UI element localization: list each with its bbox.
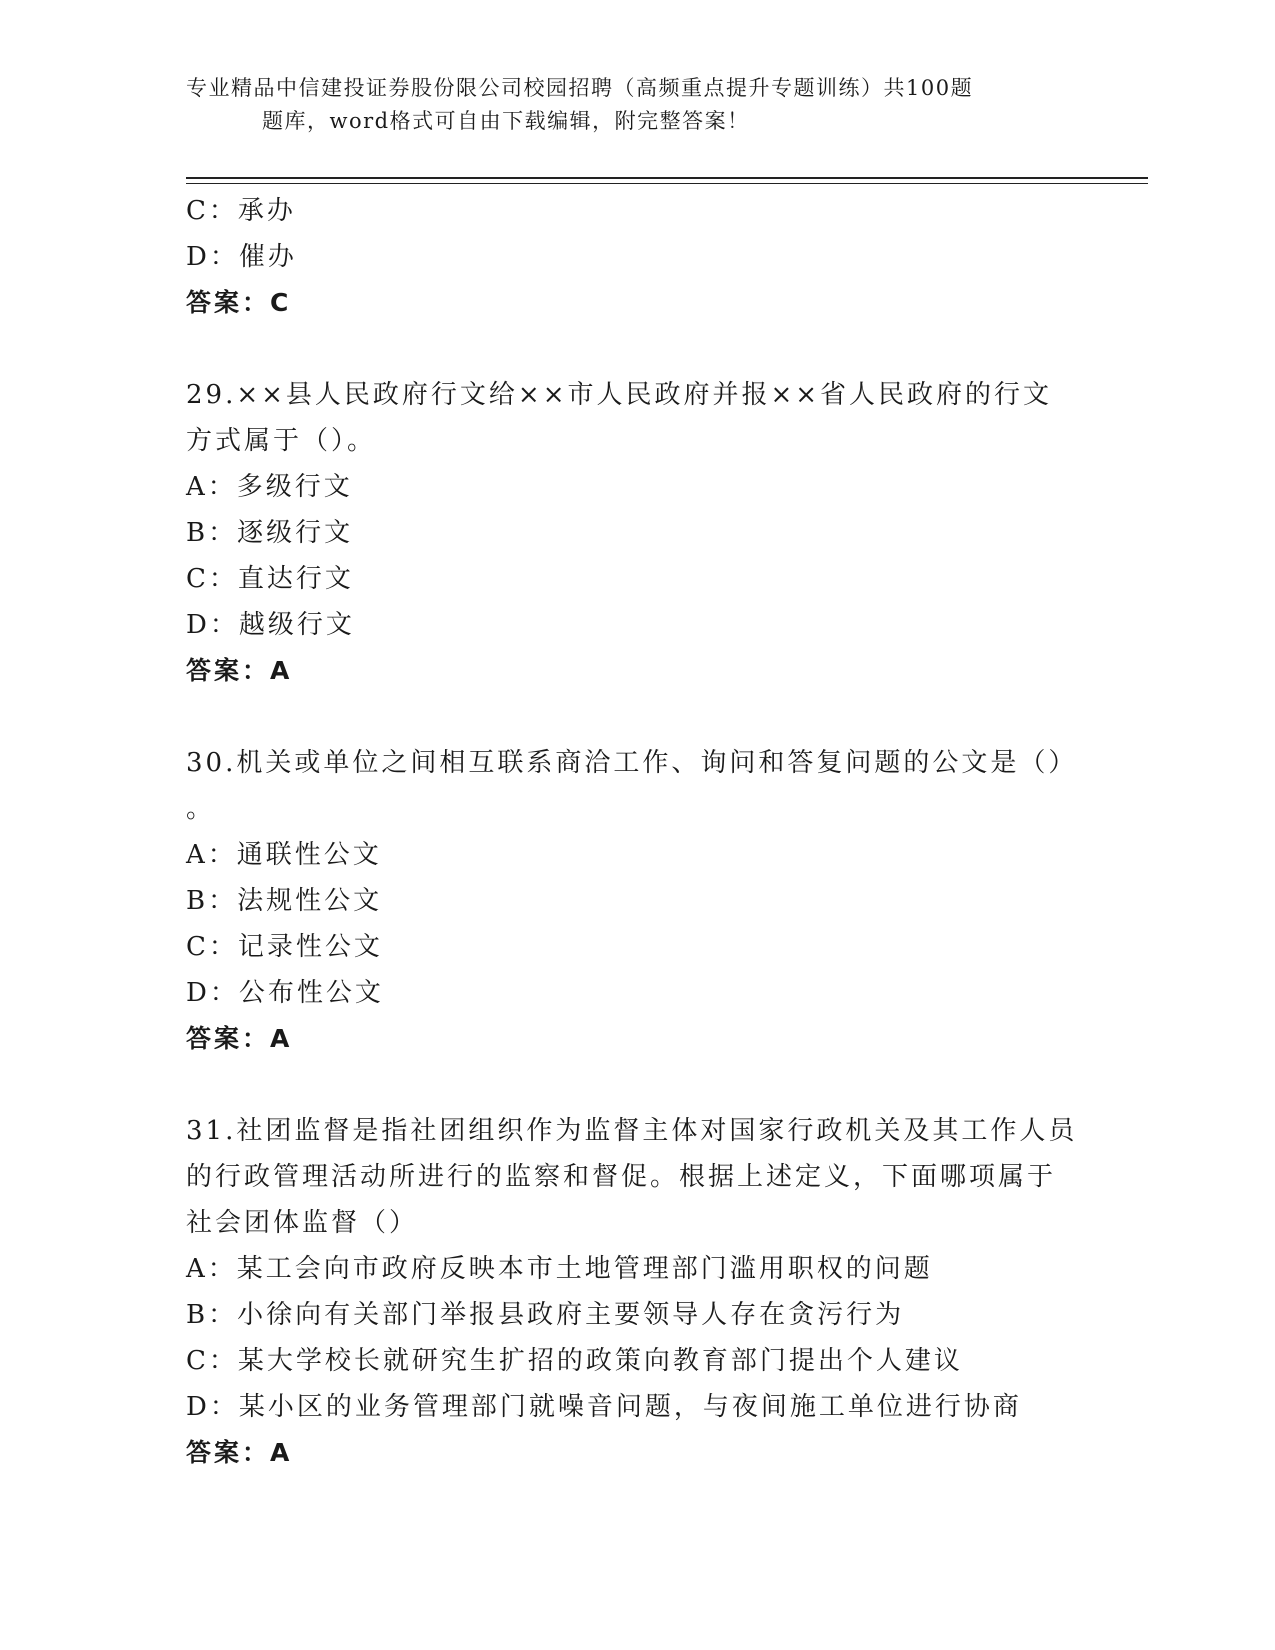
document-header [186, 72, 1066, 138]
question-text-line: 的行政管理活动所进行的监察和督促。根据上述定义，下面哪项属于 [186, 1162, 1057, 1192]
answer-label: 答案：A [186, 1024, 293, 1053]
option-a: A：通联性公文 [186, 840, 382, 870]
question-29 [186, 372, 1066, 694]
option-c: C：承办 [186, 196, 296, 226]
answer-label: 答案：A [186, 1438, 293, 1467]
question-30 [186, 740, 1078, 1062]
question-31 [186, 1108, 1078, 1476]
question-text-line: 31.社团监督是指社团组织作为监督主体对国家行政机关及其工作人员 [186, 1116, 1078, 1146]
option-c: C：某大学校长就研究生扩招的政策向教育部门提出个人建议 [186, 1346, 963, 1376]
option-c: C：记录性公文 [186, 932, 383, 962]
prev-question-block [186, 188, 1066, 326]
spacer [186, 694, 1066, 740]
option-b: B：逐级行文 [186, 518, 354, 548]
question-text-line: 。 [186, 794, 216, 824]
question-text-line: 30.机关或单位之间相互联系商洽工作、询问和答复问题的公文是（） [186, 748, 1078, 778]
option-a: A：多级行文 [186, 472, 353, 502]
question-text [186, 1108, 1078, 1246]
option-b: B：法规性公文 [186, 886, 383, 916]
question-text-line: 社会团体监督（） [186, 1208, 419, 1238]
header-divider-thin [186, 183, 1148, 184]
header-divider-thick [186, 177, 1148, 179]
answer-label: 答案：C [186, 288, 292, 317]
question-text [186, 372, 1066, 464]
option-d: D：越级行文 [186, 610, 355, 640]
option-a: A：某工会向市政府反映本市土地管理部门滥用职权的问题 [186, 1254, 933, 1284]
question-text-line: 29.××县人民政府行文给××市人民政府并报××省人民政府的行文 [186, 380, 1053, 410]
question-text [186, 740, 1078, 832]
spacer [186, 1062, 1066, 1108]
option-b: B：小徐向有关部门举报县政府主要领导人存在贪污行为 [186, 1300, 905, 1330]
answer-label: 答案：A [186, 656, 293, 685]
header-title-line2: 题库，word格式可自由下载编辑，附完整答案！ [262, 109, 750, 133]
question-text-line: 方式属于（）。 [186, 426, 377, 456]
option-c: C：直达行文 [186, 564, 354, 594]
question-content [186, 188, 1078, 1476]
option-d: D：某小区的业务管理部门就噪音问题，与夜间施工单位进行协商 [186, 1392, 1022, 1422]
header-title-line1: 专业精品中信建投证券股份限公司校园招聘（高频重点提升专题训练）共100题 [186, 76, 974, 100]
spacer [186, 326, 1066, 372]
option-d: D：催办 [186, 242, 297, 272]
option-d: D：公布性公文 [186, 978, 384, 1008]
